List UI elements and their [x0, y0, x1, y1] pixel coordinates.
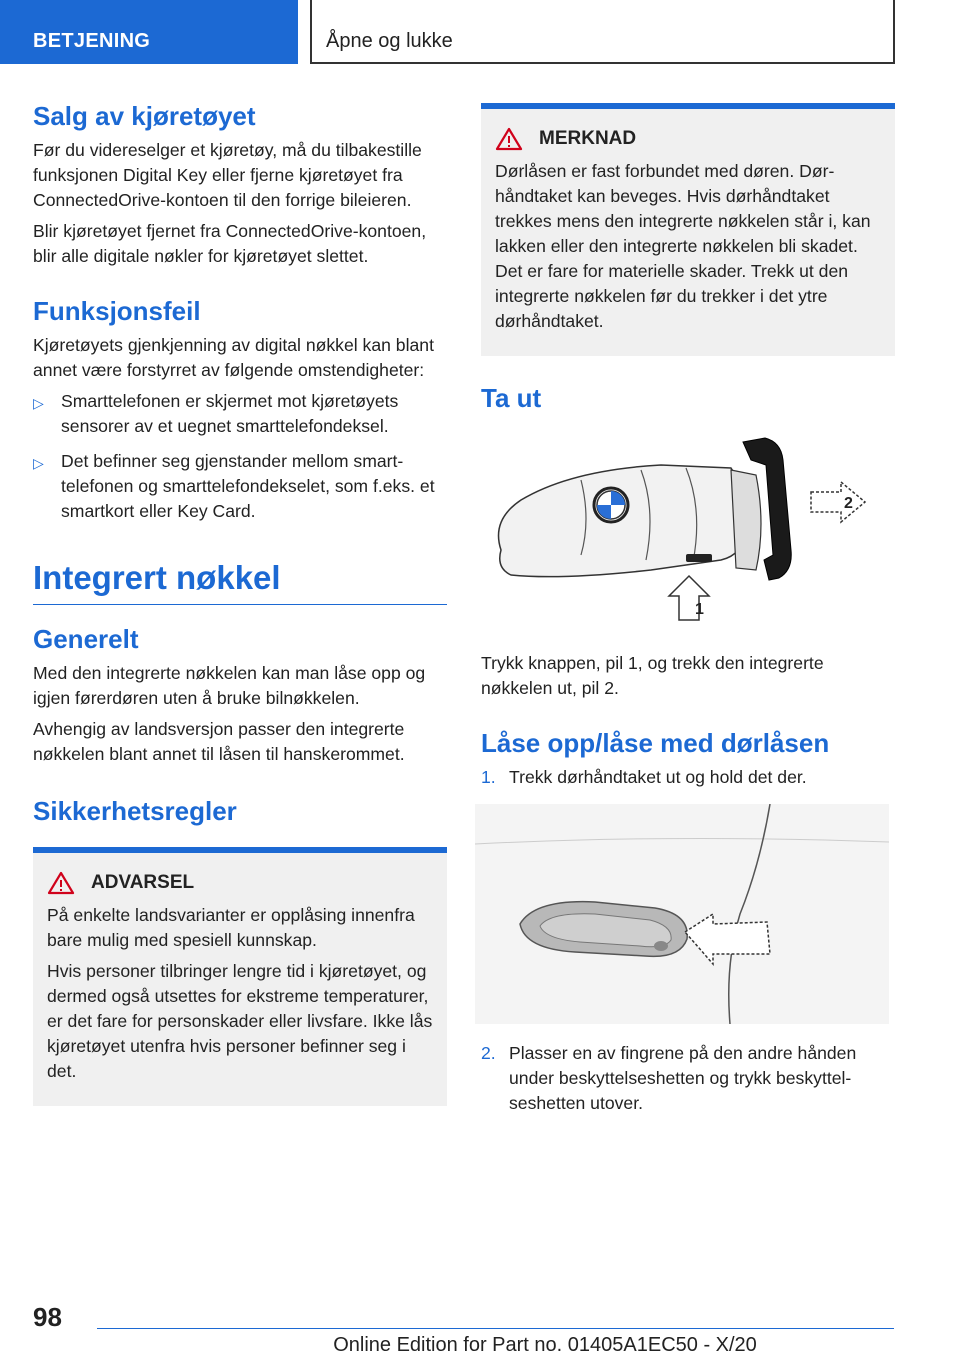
notice-paragraph: Dørlåsen er fast forbundet med døren. Dørhåndtaket kan beveges. Hvis dørhåndtaket trekkes mens den integrerte nøkkelen står i, kan lakken eller den integrerte nøkkelen bli skadet. Det er fare for materielle skader. Trekk ut den integrerte nøkkelen før du trekker i det ytre dørhåndtaket.: [495, 161, 871, 331]
step-number: 1.: [481, 767, 496, 787]
triangle-bullet-icon: ▷: [33, 455, 44, 471]
list-item: [481, 765, 895, 790]
callout-2: 2: [844, 495, 853, 512]
list-item: [481, 1041, 895, 1116]
notice-title: [495, 127, 881, 151]
heading-salg: Salg av kjøretøyet: [33, 101, 256, 131]
heading-generelt: Generelt: [33, 624, 139, 654]
list-item-text: Det befinner seg gjenstander mellom smarttelefonen og smarttelefondekselet, som f.eks. et smartkort eller Key Card.: [61, 451, 435, 521]
triangle-bullet-icon: ▷: [33, 395, 44, 411]
heading-integrert-nokkel: Integrert nøkkel: [33, 558, 447, 605]
warning-title: [47, 871, 433, 895]
generelt-paragraph-2: Avhengig av landsversjon passer den integrerte nøkkelen blant annet til låsen til hanskerommet.: [33, 719, 405, 764]
laase-steps-cont: [481, 1041, 895, 1116]
warning-paragraph-2: Hvis personer tilbringer lengre tid i kjøretøyet, og dermed også utsettes for ekstreme temperaturer, er det fare for personskader eller livsfare. Ikke lås kjøretøyet utenfra hvis personer befinner seg i det.: [47, 961, 433, 1081]
heading-laase-opp: Låse opp/låse med dørlåsen: [481, 728, 830, 758]
right-column: [481, 103, 895, 1116]
funksjonsfeil-paragraph: Kjøretøyets gjenkjenning av digital nøkkel kan blant annet være forstyrret av følgende omstendigheter:: [33, 335, 434, 380]
footer-edition: Online Edition for Part no. 01405A1EC50 - X/20: [333, 1334, 757, 1356]
generelt-paragraph-1: Med den integrerte nøkkelen kan man låse opp og igjen førerdøren uten å bruke bilnøkkelen.: [33, 663, 426, 708]
ta-ut-paragraph: Trykk knappen, pil 1, og trekk den integrerte nøkkelen ut, pil 2.: [481, 653, 824, 698]
section-tab[interactable]: BETJENING: [0, 0, 298, 64]
heading-sikkerhetsregler: Sikkerhetsregler: [33, 796, 237, 826]
laase-steps: [481, 765, 895, 790]
notice-box: [481, 103, 895, 356]
list-item-text: Smarttelefonen er skjermet mot kjøretøyets sensorer av et uegnet smarttelefondeksel.: [61, 391, 399, 436]
notice-triangle-icon: [495, 127, 523, 151]
warning-triangle-icon: [47, 871, 75, 895]
warning-paragraph-1: På enkelte landsvarianter er opplåsing innenfra bare mulig med spesiell kunnskap.: [47, 905, 415, 950]
heading-ta-ut: Ta ut: [481, 383, 542, 413]
page-number: 98: [33, 1302, 62, 1332]
warning-label: ADVARSEL: [91, 872, 195, 893]
left-column: [33, 100, 447, 1106]
step-text: Plasser en av fingrene på den andre hånden under beskyttelseshetten og trykk beskyttelseshetten utover.: [509, 1043, 857, 1113]
list-item: [33, 389, 447, 439]
funksjonsfeil-list: [33, 389, 447, 524]
step-number: 2.: [481, 1043, 496, 1063]
key-illustration: [481, 430, 895, 630]
notice-label: MERKNAD: [539, 128, 637, 149]
chapter-title: Åpne og lukke: [310, 0, 895, 64]
footer-divider: [97, 1328, 894, 1329]
list-item: [33, 449, 447, 524]
callout-1: 1: [695, 601, 704, 618]
heading-funksjonsfeil: Funksjonsfeil: [33, 296, 201, 326]
salg-paragraph-1: Før du videreselger et kjøretøy, må du tilbakestille funksjonen Digital Key eller fjerne kjøretøyet fra ConnectedOrive-kontoen til den forrige bileieren.: [33, 140, 422, 210]
step-text: Trekk dørhåndtaket ut og hold det der.: [509, 767, 807, 787]
door-handle-illustration: [475, 804, 889, 1024]
salg-paragraph-2: Blir kjøretøyet fjernet fra ConnectedOrive-kontoen, blir alle digitale nøkler for kjøretøyet slettet.: [33, 221, 427, 266]
warning-box: [33, 847, 447, 1106]
